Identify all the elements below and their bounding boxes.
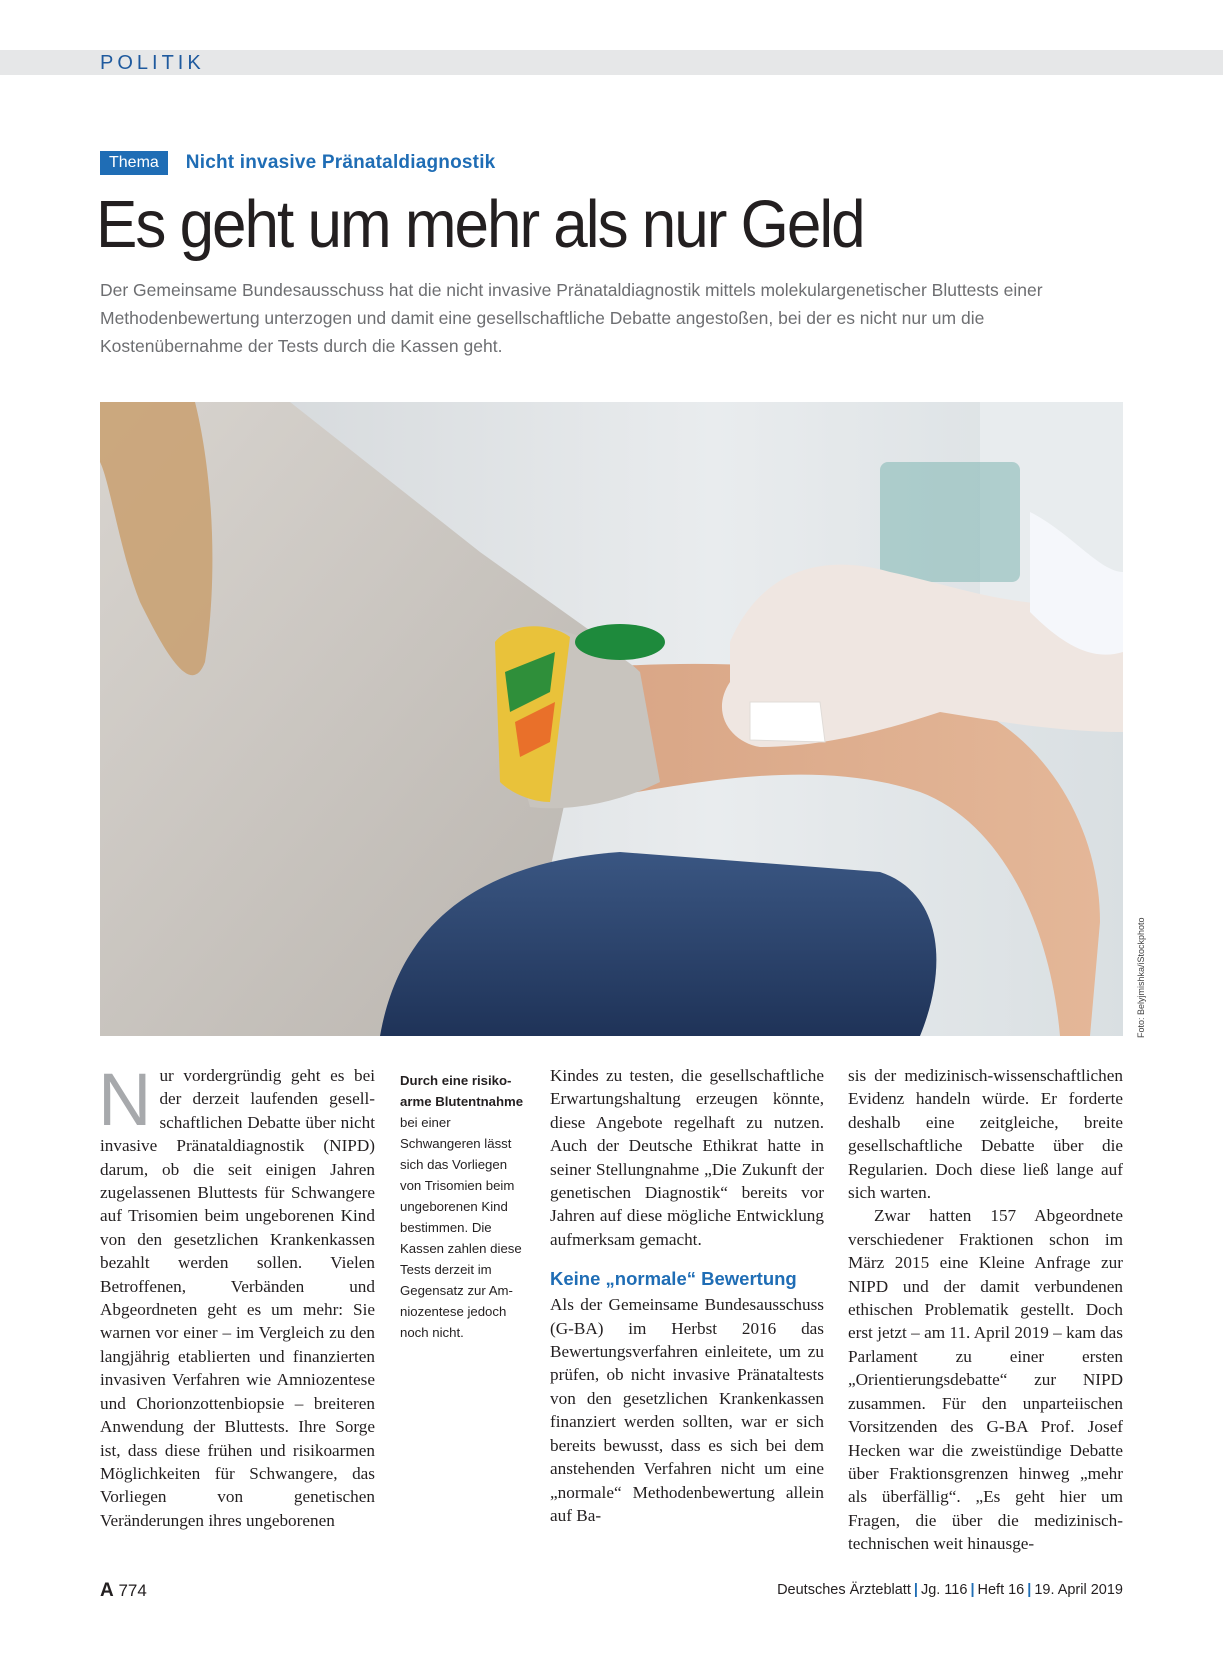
photo-credit: Foto: Belyjmishka/iStockphoto bbox=[1136, 917, 1146, 1038]
journal-issue: Heft 16 bbox=[977, 1582, 1025, 1598]
article-photo bbox=[100, 402, 1123, 1036]
intro-paragraph bbox=[98, 1058, 375, 1532]
column-4-paragraph-1: sis der medizinisch-wissenschaftlichen Evidenz handeln würde. Er forderte deshalb eine zeitgleiche, breite gesellschaftliche Debatte über die Regularien. Doch diese ließ lange auf sich warten. bbox=[848, 1066, 1123, 1203]
headline: Es geht um mehr als nur Geld bbox=[96, 187, 864, 262]
column-4 bbox=[848, 1064, 1123, 1556]
journal-footer bbox=[777, 1582, 1123, 1598]
column-4-paragraph-2: Zwar hatten 157 Abgeordnete verschiedener Fraktionen schon im März 2015 eine Kleine Anfrage zur NIPD und der damit verbundenen ethischen Problematik gestellt. Doch erst jetzt – am 11. April 2019 – kam das Parlament zu einer ersten „Orientierungsdebatte“ zur NIPD zusammen. Für den unparteiischen Vorsitzenden des G-BA Prof. Josef Hecken war die zweistündige Debatte über Fraktionsgrenzen hinweg „mehr als überfällig“. „Es geht hier um Fragen, die über die medizinisch-technischen weit hinausge- bbox=[848, 1206, 1123, 1554]
column-1-text: ur vordergründig geht es bei der derzeit laufenden gesellschaftlichen Debatte über nicht invasive Pränataldiagnostik (NIPD) darum, ob die seit einigen Jahren zugelassenen Bluttests für Schwangere auf Trisomien beim ungeborenen Kind von den gesetzlichen Krankenkassen bezahlt werden sollen. Vielen Betroffenen, Verbänden und Abgeordneten geht es um mehr: Sie warnen vor einer – im Vergleich zu den langjährig etablierten und finanzierten invasiven Verfahren wie Amniozentese und Chorionzottenbiopsie – breiteren Anwendung der Bluttests. Ihre Sorge ist, dass diese frühen und risikoarmen Möglichkeiten für Schwangere, das Vorliegen von genetischen Veränderungen ihres ungeborenen bbox=[100, 1066, 375, 1530]
column-3-paragraph-1: Kindes zu testen, die gesellschaftliche Erwartungshaltung erzeugen könnte, diese Angebote regelhaft zu nutzen. Auch der Deutsche Ethikrat hatte in seiner Stellungnahme „Die Zukunft der genetischen Diagnostik“ bereits vor Jahren auf diese mögliche Entwicklung aufmerksam gemacht. bbox=[550, 1066, 824, 1249]
page-number-value: 774 bbox=[118, 1581, 147, 1600]
kicker-row bbox=[100, 150, 495, 175]
lead-paragraph: Der Gemeinsame Bundesausschuss hat die nicht invasive Pränataldiagnostik mittels molekulargenetischer Bluttests einer Methodenbewertung unterzogen und damit eine gesellschaftliche Debatte angestoßen, bei der es nicht nur um die Kostenübernahme der Tests durch die Kassen geht. bbox=[100, 280, 1043, 356]
thema-badge: Thema bbox=[100, 151, 168, 175]
page-prefix: A bbox=[100, 1580, 114, 1601]
drop-cap: N bbox=[98, 1058, 152, 1141]
footer-separator: | bbox=[1027, 1582, 1032, 1598]
column-1 bbox=[98, 1058, 375, 1532]
kicker: Nicht invasive Pränataldiagnostik bbox=[185, 151, 496, 173]
subheading: Keine „normale“ Bewertung bbox=[550, 1268, 797, 1290]
caption-lead: Durch eine risikoarme Blutentnahme bbox=[400, 1073, 524, 1109]
caption-text: bei einer Schwangeren lässt sich das Vorliegen von Trisomien beim ungeborenen Kind bestimmen. Die Kassen zahlen diese Tests derzeit im Gegensatz zur Amniozentese jedoch noch nicht. bbox=[400, 1115, 522, 1340]
footer-separator: | bbox=[913, 1582, 918, 1598]
column-3-paragraph-2: Als der Gemeinsame Bundesausschuss (G-BA) im Herbst 2016 das Bewertungsverfahren einleitete, um zu prüfen, ob nicht invasive Pränataltests von den gesetzlichen Krankenkassen finanziert werden sollten, war er sich bereits bewusst, dass es sich bei dem anstehenden Verfahren nicht um eine „normale“ Methodenbewertung allein auf Ba- bbox=[550, 1295, 824, 1525]
journal-volume: Jg. 116 bbox=[920, 1582, 968, 1598]
journal-date: 19. April 2019 bbox=[1034, 1582, 1123, 1598]
column-3 bbox=[550, 1064, 824, 1527]
journal-name: Deutsches Ärzteblatt bbox=[777, 1582, 911, 1598]
section-label: POLITIK bbox=[100, 52, 205, 74]
photo-caption bbox=[400, 1070, 528, 1343]
page-number bbox=[100, 1580, 147, 1602]
footer-separator: | bbox=[970, 1582, 975, 1598]
